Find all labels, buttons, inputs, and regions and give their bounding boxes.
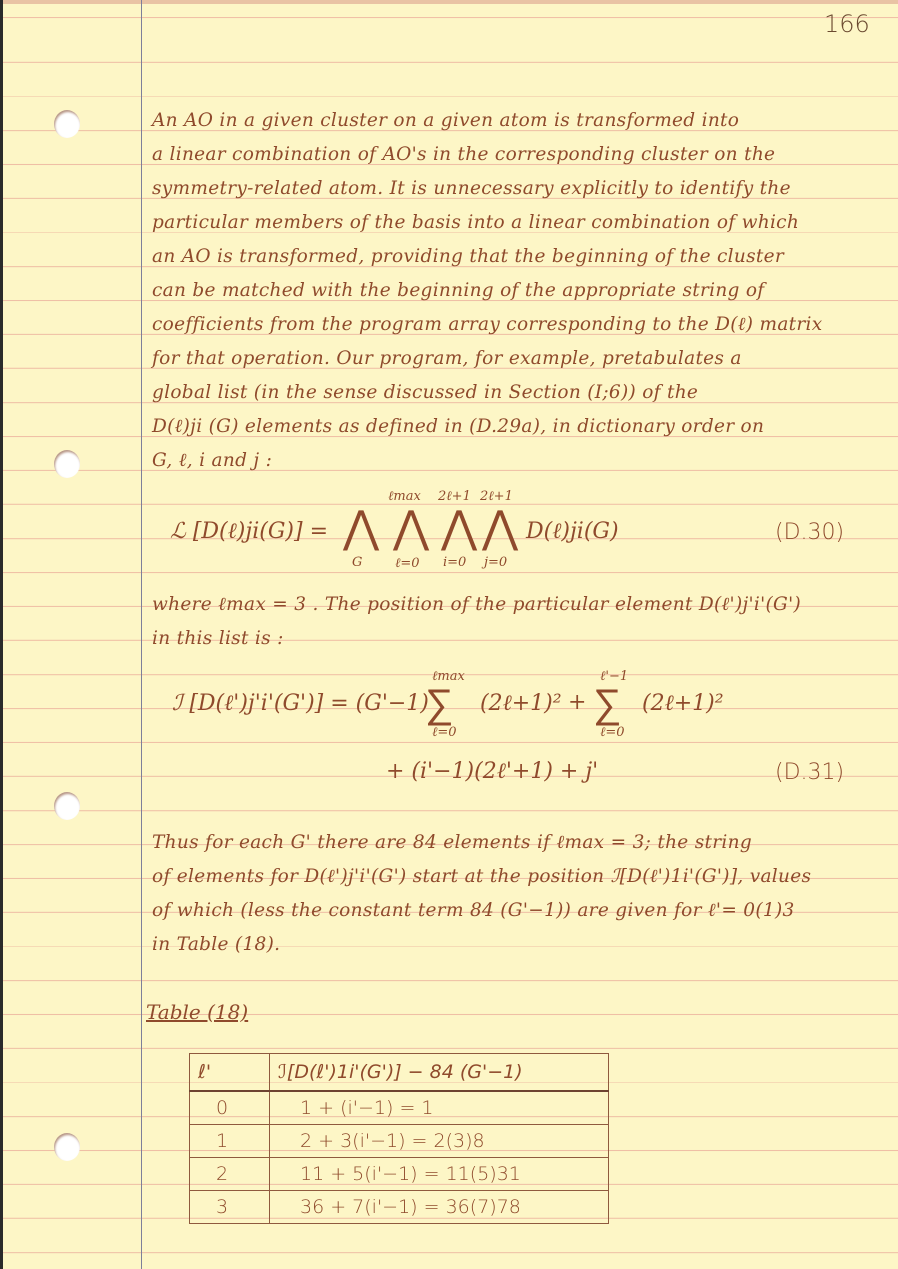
punch-hole-icon [54, 110, 80, 138]
page-number: 166 [824, 10, 870, 38]
summation-icon: ∑ [593, 681, 622, 727]
text-line: of which (less the constant term 84 (G'−1)) are given for ℓ'= 0(1)3 [152, 900, 795, 921]
column-header: ℐ[D(ℓ')1i'(G')] − 84 (G'−1) [270, 1054, 609, 1092]
punch-hole-icon [54, 792, 80, 820]
text-line: coefficients from the program array corresponding to the D(ℓ) matrix [152, 314, 823, 335]
table-cell: 2 + 3(i'−1) = 2(3)8 [270, 1125, 609, 1158]
text-line: symmetry-related atom. It is unnecessary explicitly to identify the [152, 178, 791, 199]
text-line: an AO is transformed, providing that the beginning of the cluster [152, 246, 785, 267]
equation-label: (D.31) [775, 760, 845, 785]
op-lower-limit: i=0 [443, 555, 467, 570]
punch-hole-icon [54, 1133, 80, 1161]
equation-rhs: D(ℓ)ji(G) [526, 519, 619, 544]
page-left-edge [0, 0, 3, 1269]
column-header: ℓ' [190, 1054, 270, 1092]
table-cell: 2 [190, 1158, 270, 1191]
table-cell: 0 [190, 1091, 270, 1125]
table-row [190, 1125, 609, 1158]
margin-rule [141, 0, 142, 1269]
plus-sign: + [568, 690, 587, 715]
op-lower-limit: G [352, 555, 363, 570]
page-top-edge [0, 0, 898, 4]
table-row [190, 1158, 609, 1191]
wedge-product-icon: ⋀ [482, 502, 519, 553]
text-line: in Table (18). [152, 934, 281, 955]
text-line: where ℓmax = 3 . The position of the particular element D(ℓ')j'i'(G') [152, 594, 801, 615]
equation-lhs: ℒ [D(ℓ)ji(G)] = [170, 519, 328, 544]
table-cell: 36 + 7(i'−1) = 36(7)78 [270, 1191, 609, 1224]
op-upper-limit: 2ℓ+1 [480, 489, 513, 504]
text-line: D(ℓ)ji (G) elements as defined in (D.29a), in dictionary order on [152, 416, 765, 437]
sum-term: (2ℓ+1)² [642, 691, 724, 716]
table-cell: 1 [190, 1125, 270, 1158]
text-line: particular members of the basis into a linear combination of which [152, 212, 800, 233]
sum-upper-limit: ℓ'−1 [600, 669, 629, 684]
sum-term: (2ℓ+1)² [480, 691, 562, 716]
op-upper-limit: 2ℓ+1 [438, 489, 471, 504]
punch-hole-icon [54, 450, 80, 478]
table-caption: Table (18) [146, 1000, 249, 1024]
text-line: Thus for each G' there are 84 elements if ℓmax = 3; the string [152, 832, 752, 853]
table-row [190, 1091, 609, 1125]
sum-lower-limit: ℓ=0 [432, 725, 457, 740]
text-line: can be matched with the beginning of the appropriate string of [152, 280, 765, 301]
wedge-product-icon: ⋀ [393, 502, 430, 553]
summation-icon: ∑ [425, 681, 454, 727]
text-line: global list (in the sense discussed in Section (I;6)) of the [152, 382, 699, 403]
op-lower-limit: j=0 [484, 555, 508, 570]
table-18 [189, 1053, 609, 1224]
equation-lhs: ℐ [D(ℓ')j'i'(G')] = (G'−1) [172, 691, 429, 716]
table-cell: 11 + 5(i'−1) = 11(5)31 [270, 1158, 609, 1191]
table-header-row [190, 1054, 609, 1092]
wedge-product-icon: ⋀ [441, 502, 478, 553]
text-line: for that operation. Our program, for example, pretabulates a [152, 348, 742, 369]
sum-lower-limit: ℓ=0 [600, 725, 625, 740]
text-line: in this list is : [152, 628, 284, 649]
text-line: An AO in a given cluster on a given atom is transformed into [152, 110, 740, 131]
text-line: a linear combination of AO's in the corresponding cluster on the [152, 144, 776, 165]
op-upper-limit: ℓmax [388, 489, 421, 504]
table-cell: 1 + (i'−1) = 1 [270, 1091, 609, 1125]
table-cell: 3 [190, 1191, 270, 1224]
sum-upper-limit: ℓmax [432, 669, 465, 684]
text-line: G, ℓ, i and j : [152, 450, 273, 471]
table-row [190, 1191, 609, 1224]
text-line: of elements for D(ℓ')j'i'(G') start at the position ℐ[D(ℓ')1i'(G')], values [152, 866, 812, 887]
wedge-product-icon: ⋀ [343, 502, 380, 553]
equation-label: (D.30) [775, 520, 845, 545]
equation-second-line: + (i'−1)(2ℓ'+1) + j' [386, 759, 599, 784]
op-lower-limit: ℓ=0 [395, 556, 420, 571]
